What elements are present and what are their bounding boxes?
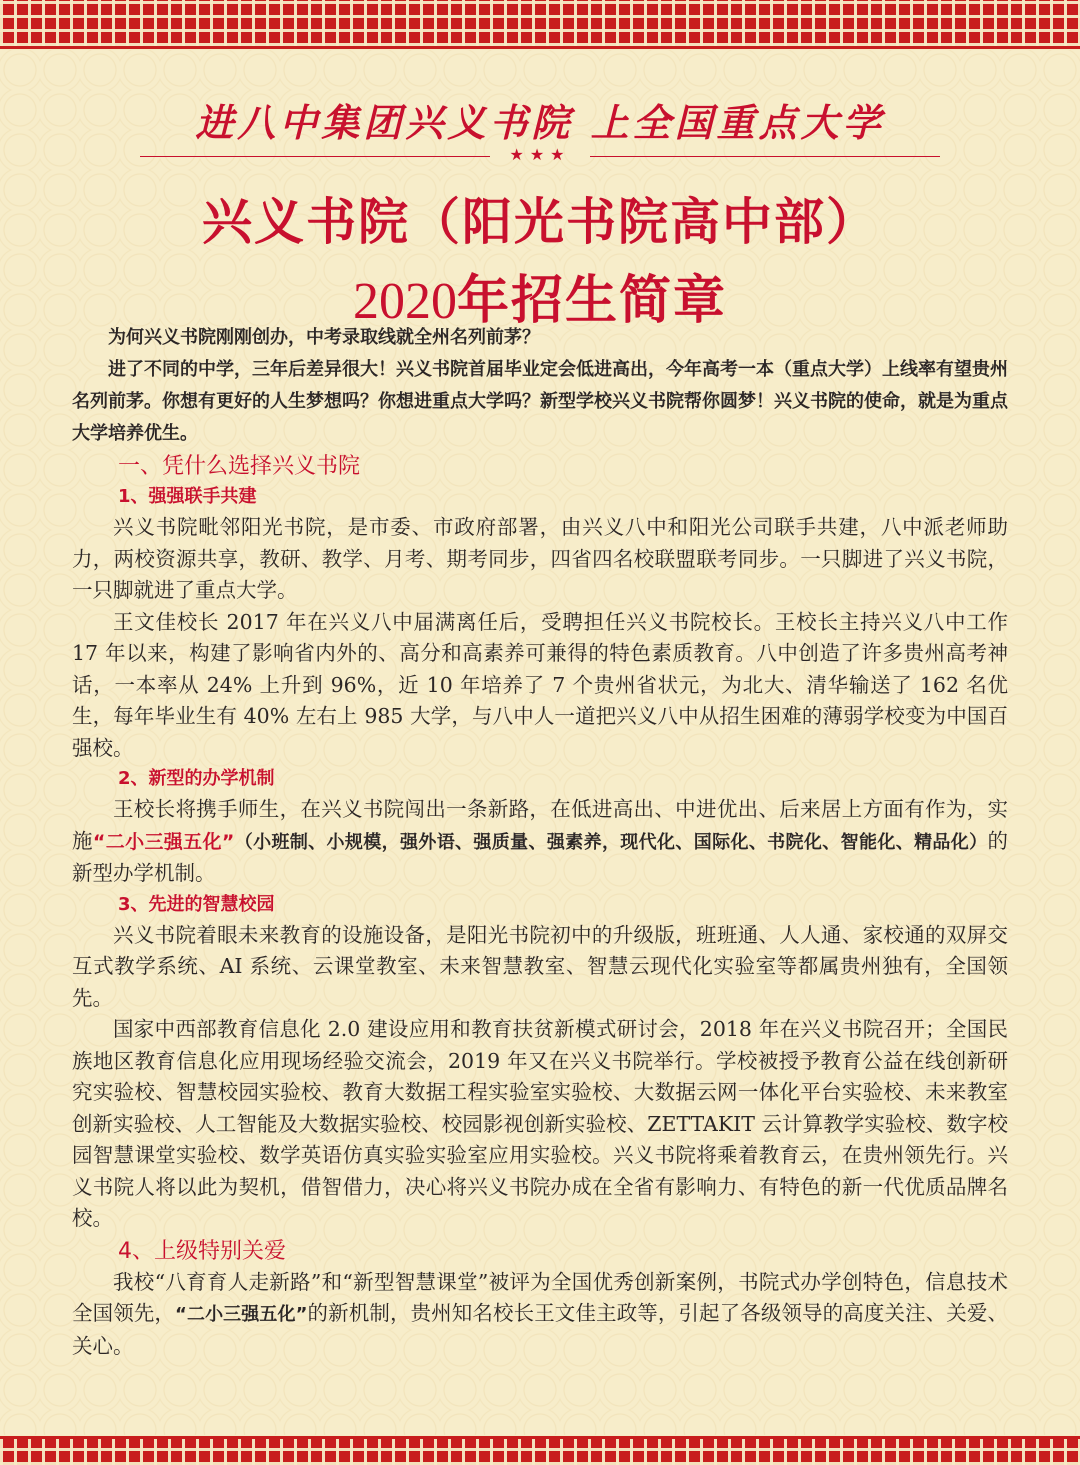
section-heading: 一、凭什么选择兴义书院 bbox=[118, 454, 361, 479]
paragraph: 王文佳校长 2017 年在兴义八中届满离任后，受聘担任兴义书院校长。王校长主持兴义八中工作 17 年以来，构建了影响省内外的、高分和高素养可兼得的特色素质教育。八中创造了许多贵州高考神话，一本率从 24% 上升到 96%，近 10 年培养了 7 个贵州省状元，为北大、清华输送了 162 名优生，每年毕业生有 40% 左右上 985 大学，与八中人一道把兴义八中从招生困难的薄弱学校变为中国百强校。 bbox=[72, 609, 1008, 760]
paragraph: 国家中西部教育信息化 2.0 建设应用和教育扶贫新模式研讨会，2018 年在兴义书院召开；全国民族地区教育信息化应用现场经验交流会，2019 年又在兴义书院举行。学校被授予教育公益在线创新研究实验校、智慧校园实验校、教育大数据工程实验室实验校、大数据云网一体化平台实验校、未来教室创新实验校、人工智能及大数据实验校、校园影视创新实验校、ZETTAKIT 云计算教学实验校、数字校园智慧课堂实验校、数学英语仿真实验实验室应用实验校。兴义书院将乘着教育云，在贵州领先行。兴义书院人将以此为契机，借智借力，决心将兴义书院办成在全省有影响力、有特色的新一代优质品牌名校。 bbox=[72, 1017, 1008, 1230]
stars-icon: ★★★ bbox=[509, 145, 571, 164]
intro-question: 为何兴义书院刚刚创办，中考录取线就全州名列前茅？ bbox=[108, 327, 540, 348]
slogan: 进八中集团兴义书院 上全国重点大学 bbox=[195, 100, 885, 145]
text-run: 的新机制，贵州知名校长王文佳主政等，引起了各级领导的高度关注、关爱、关心。 bbox=[72, 1301, 1009, 1358]
paragraph: 兴义书院毗邻阳光书院，是市委、市政府部署，由兴义八中和阳光公司联手共建，八中派老师助力，两校资源共享，教研、教学、月考、期考同步，四省四名校联盟联考同步。一只脚进了兴义书院，一只脚就进了重点大学。 bbox=[72, 515, 1008, 602]
star-divider bbox=[140, 145, 940, 164]
text-run: 我校“八育育人走新路”和“新型智慧课堂”被评为全国优秀创新案例，书院式办学创特色，信息技术全国领先， bbox=[72, 1269, 1008, 1325]
text-run: 的新型办学机制。 bbox=[72, 828, 1009, 885]
subsection-heading-1: 1、强强联手共建 bbox=[118, 486, 257, 507]
intro-paragraph: 进了不同的中学，三年后差异很大！兴义书院首届毕业定会低进高出，今年高考一本（重点大学）上线率有望贵州名列前茅。你想有更好的人生梦想吗？你想进重点大学吗？新型学校兴义书院帮你圆梦！兴义书院的使命，就是为重点大学培养优生。 bbox=[72, 359, 1008, 444]
text-run: 王校长将携手师生，在兴义书院闯出一条新路，在低进高出、中进优出、后来居上方面有作为，实施 bbox=[72, 797, 1008, 853]
top-lattice-border bbox=[0, 0, 1080, 46]
bottom-lattice-border bbox=[0, 1439, 1080, 1465]
bold-text: “二小三强五化” bbox=[175, 1304, 308, 1325]
title-year: 2020 bbox=[352, 273, 457, 330]
bold-text: （小班制、小规模，强外语、强质量、强素养，现代化、国际化、书院化、智能化、精品化） bbox=[234, 831, 988, 853]
top-border-line bbox=[0, 46, 1080, 49]
article-body bbox=[72, 322, 1008, 1362]
subsection-heading-3: 3、先进的智慧校园 bbox=[118, 893, 275, 915]
title-rest: 年招生简章 bbox=[456, 271, 727, 331]
paragraph bbox=[72, 794, 1008, 890]
subsection-heading-2: 2、新型的办学机制 bbox=[118, 768, 275, 789]
page-title: 兴义书院（阳光书院高中部） bbox=[202, 193, 878, 251]
divider-line-left bbox=[140, 156, 490, 157]
subsection-heading-4: 4、上级特别关爱 bbox=[118, 1238, 286, 1264]
paragraph bbox=[72, 1267, 1008, 1363]
intro bbox=[72, 322, 1008, 450]
divider-line-right bbox=[590, 156, 940, 157]
highlight-text: “二小三强五化” bbox=[92, 830, 235, 853]
paragraph: 兴义书院着眼未来教育的设施设备，是阳光书院初中的升级版，班班通、人人通、家校通的双屏交互式教学系统、AI 系统、云课堂教室、未来智慧教室、智慧云现代化实验室等都属贵州独有，全国领先。 bbox=[72, 922, 1008, 1010]
